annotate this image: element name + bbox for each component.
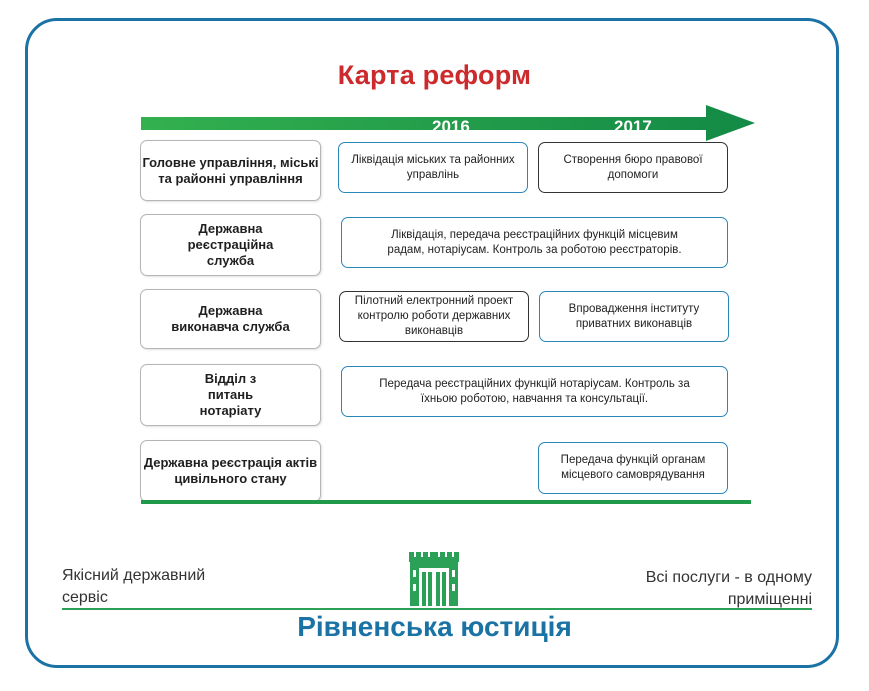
page-title: Карта реформ [337,60,532,90]
row-label-notary-department: Відділ з питань нотаріату [140,364,321,426]
castle-logo-icon [409,552,459,606]
reform-box-liquidation-departments: Ліквідація міських та районних управлінь [338,142,528,193]
reform-box-private-executors: Впровадження інституту приватних виконавців [539,291,729,342]
footer-slogan-right: Всі послуги - в одному приміщенні [645,569,812,608]
reform-box-registration-transfer: Ліквідація, передача реєстраційних функцій місцевим радам, нотаріусам. Контроль за роботою реєстраторів. [341,217,728,268]
reform-box-notary-transfer: Передача реєстраційних функцій нотаріусам. Контроль за їхньою роботою, навчання та консультації. [341,366,728,417]
footer-slogan-left: Якісний державний сервіс [62,567,206,606]
row-label-main-department: Головне управління, міські та районні управління [140,140,321,201]
year-2017-label: 2017 [614,117,652,136]
row-label-enforcement-service: Державна виконавча служба [140,289,321,349]
row-label-registration-service: Державна реєстраційна служба [140,214,321,276]
row-label-civil-registration: Державна реєстрація актів цивільного стану [140,440,321,502]
reform-box-legal-aid-bureau: Створення бюро правової допомоги [538,142,728,193]
timeline-bottom-line [141,500,751,504]
reform-box-local-government-transfer: Передача функцій органам місцевого самоврядування [538,442,728,494]
footer-divider [62,608,812,610]
reform-box-electronic-control-pilot: Пілотний електронний проект контролю роботи державних виконавців [339,291,529,342]
brand-name: Рівненська юстиція [297,611,572,642]
year-2016-label: 2016 [432,117,470,136]
